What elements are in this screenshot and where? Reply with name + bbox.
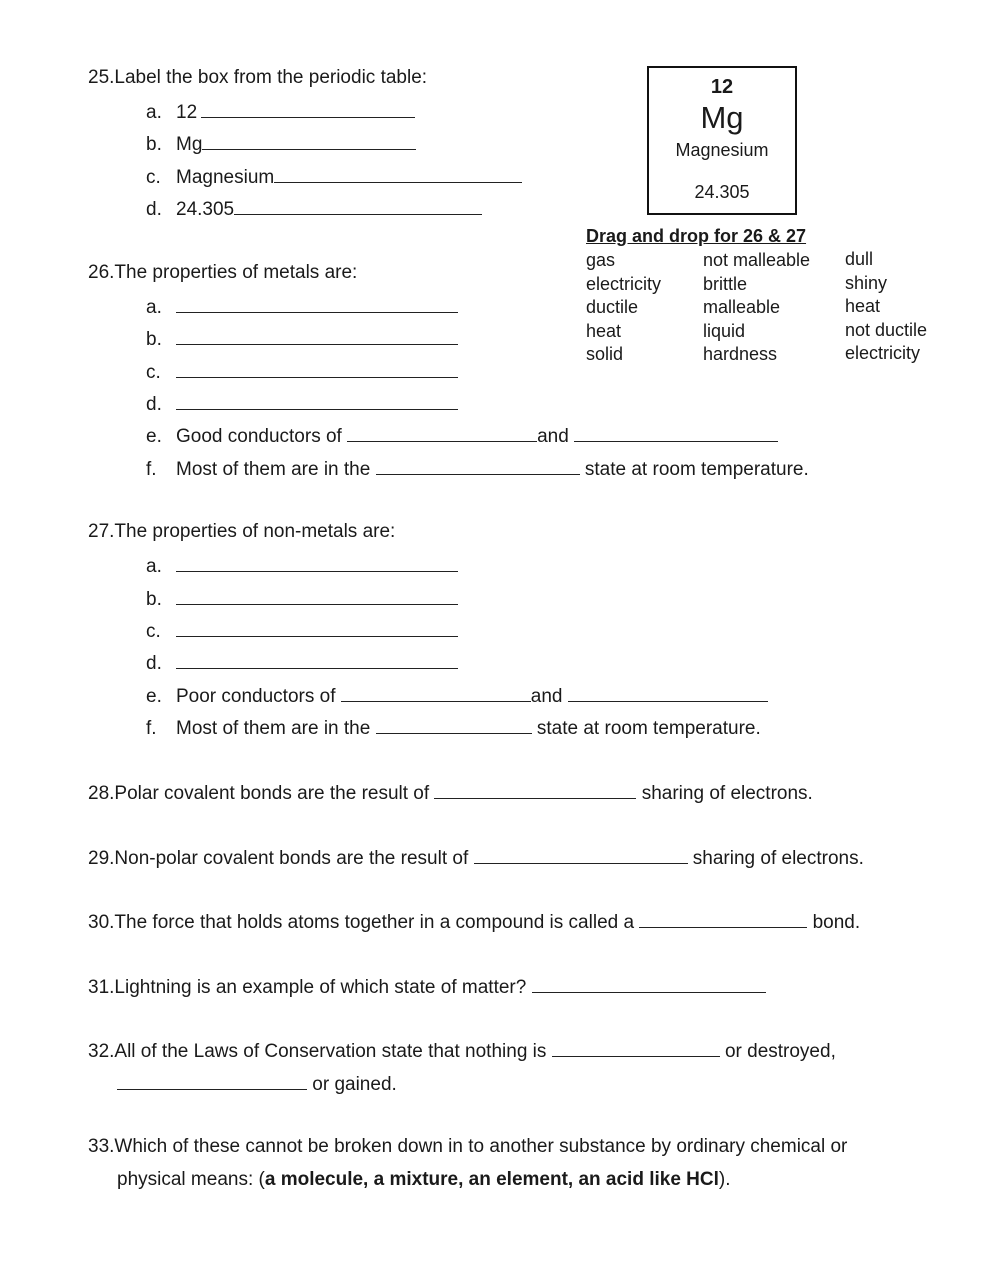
draggable-word[interactable]: electricity: [845, 343, 921, 363]
answer-blank[interactable]: [176, 326, 458, 345]
q26-prompt: 26.The properties of metals are:: [88, 262, 358, 283]
answer-blank[interactable]: [474, 845, 688, 864]
q26-blank-d: d.: [146, 391, 458, 417]
answer-blank[interactable]: [176, 294, 458, 313]
answer-blank[interactable]: [176, 586, 458, 605]
q26-blank-b: b.: [146, 326, 458, 352]
answer-blank[interactable]: [574, 423, 778, 442]
draggable-word[interactable]: not ductile: [845, 319, 928, 340]
answer-blank[interactable]: [568, 683, 768, 702]
q25-item-a: a. 12: [146, 99, 415, 125]
q28: 28.Polar covalent bonds are the result of sharing of electrons.: [88, 780, 813, 806]
word-bank-column-1: [586, 249, 661, 367]
answer-blank[interactable]: [176, 650, 458, 669]
q32-line-2: or gained.: [117, 1071, 397, 1097]
answer-blank[interactable]: [234, 196, 482, 215]
draggable-word[interactable]: liquid: [703, 320, 746, 341]
draggable-word[interactable]: not malleable: [703, 250, 811, 270]
q33-line-2: physical means: (a molecule, a mixture, an element, an acid like HCl).: [117, 1169, 731, 1190]
q27-item-e: e. Poor conductors of and: [146, 683, 768, 709]
draggable-word[interactable]: gas: [586, 250, 616, 270]
q26-item-f: f. Most of them are in the state at room temperature.: [146, 456, 809, 482]
answer-blank[interactable]: [117, 1071, 307, 1090]
word-bank-title: Drag and drop for 26 & 27: [586, 226, 807, 246]
draggable-word[interactable]: heat: [845, 296, 881, 316]
draggable-word[interactable]: malleable: [703, 297, 781, 317]
q27-blank-c: c.: [146, 618, 458, 644]
answer-blank[interactable]: [176, 618, 458, 637]
word-bank-column-3: [845, 248, 927, 366]
answer-blank[interactable]: [201, 99, 415, 118]
draggable-word[interactable]: ductile: [586, 297, 639, 317]
q26-blank-a: a.: [146, 294, 458, 320]
answer-blank[interactable]: [552, 1038, 720, 1057]
q27-item-f: f. Most of them are in the state at room temperature.: [146, 715, 761, 741]
answer-blank[interactable]: [532, 974, 766, 993]
q31: 31.Lightning is an example of which state of matter?: [88, 974, 766, 1000]
q33-options: a molecule, a mixture, an element, an acid like HCl: [264, 1169, 719, 1190]
q25-item-d: d. 24.305: [146, 196, 482, 222]
answer-blank[interactable]: [176, 391, 458, 410]
element-symbol: Mg: [700, 100, 744, 135]
periodic-element-box: [647, 66, 797, 215]
answer-blank[interactable]: [341, 683, 531, 702]
draggable-word[interactable]: heat: [586, 320, 622, 341]
atomic-mass: 24.305: [694, 182, 750, 202]
q25-prompt: 25.Label the box from the periodic table:: [88, 67, 428, 88]
q25-item-b: b. Mg: [146, 131, 416, 157]
q32-line-1: 32.All of the Laws of Conservation state that nothing is or destroyed,: [88, 1038, 836, 1064]
q30: 30.The force that holds atoms together in a compound is called a bond.: [88, 909, 860, 935]
answer-blank[interactable]: [274, 164, 522, 183]
answer-blank[interactable]: [639, 909, 807, 928]
q27-prompt: 27.The properties of non-metals are:: [88, 521, 396, 542]
atomic-number: 12: [710, 76, 734, 98]
draggable-word[interactable]: solid: [586, 344, 624, 364]
element-name: Magnesium: [675, 140, 769, 160]
answer-blank[interactable]: [176, 553, 458, 572]
q27-blank-d: d.: [146, 650, 458, 676]
answer-blank[interactable]: [176, 359, 458, 378]
q29: 29.Non-polar covalent bonds are the result of sharing of electrons.: [88, 845, 864, 871]
answer-blank[interactable]: [347, 423, 537, 442]
draggable-word[interactable]: shiny: [845, 272, 888, 293]
draggable-word[interactable]: dull: [845, 249, 874, 269]
draggable-word[interactable]: hardness: [703, 344, 778, 364]
answer-blank[interactable]: [434, 780, 636, 799]
answer-blank[interactable]: [202, 131, 416, 150]
draggable-word[interactable]: electricity: [586, 273, 662, 294]
answer-blank[interactable]: [376, 715, 532, 734]
draggable-word[interactable]: brittle: [703, 273, 748, 294]
word-bank-column-2: [703, 249, 810, 367]
q26-item-e: e. Good conductors of and: [146, 423, 778, 449]
q25-item-c: c. Magnesium: [146, 164, 522, 190]
q26-blank-c: c.: [146, 359, 458, 385]
q27-blank-b: b.: [146, 586, 458, 612]
answer-blank[interactable]: [376, 456, 580, 475]
q33-line-1: 33.Which of these cannot be broken down in to another substance by ordinary chemical or: [88, 1136, 848, 1157]
q27-blank-a: a.: [146, 553, 458, 579]
